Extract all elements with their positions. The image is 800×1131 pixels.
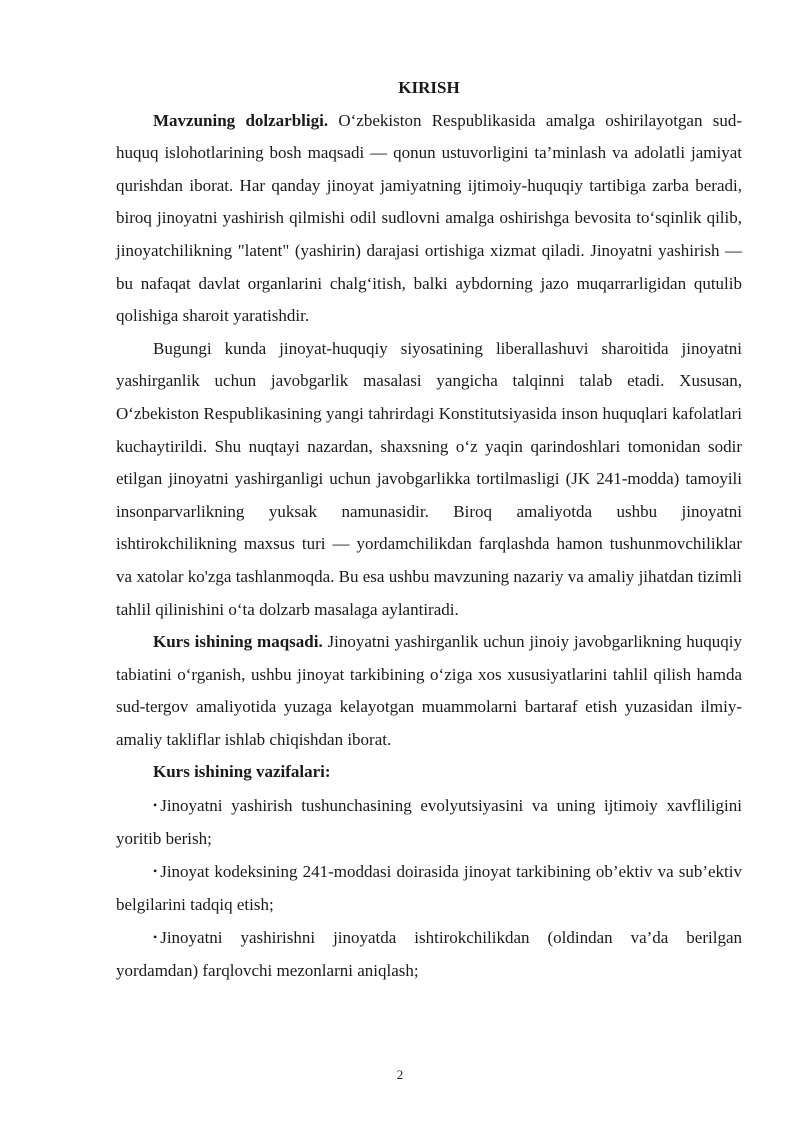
relevance-paragraph <box>116 105 742 333</box>
task-item <box>116 789 742 855</box>
tasks-title-paragraph <box>116 756 742 789</box>
tasks-title: Kurs ishining vazifalari: <box>153 762 331 782</box>
purpose-text: Jinoyatni yashirganlik uchun jinoiy javobgarlikning huquqiy tabiatini o‘rganish, ushbu jinoyat tarkibining o‘ziga xos xususiyatlarini tahlil qilish hamda sud-tergov amaliyotida yuzaga kelayotgan muammolarni bartaraf etish yuzasidan ilmiy-amaliy takliflar ishlab chiqishdan iborat. <box>116 632 742 749</box>
relevance-text: O‘zbekiston Respublikasida amalga oshirilayotgan sud-huquq islohotlarining bosh maqsadi — qonun ustuvorligini ta’minlash va adolatli jamiyat qurishdan iborat. Har qanday jinoyat jamiyatning ijtimoiy-huquqiy tartibiga zarba beradi, biroq jinoyatni yashirish qilmishi odil sudlovni amalga oshirishga bevosita to‘sqinlik qilib, jinoyatchilikning "latent" (yashirin) darajasi ortishiga xizmat qiladi. Jinoyatni yashirish — bu nafaqat davlat organlarini chalg‘itish, balki aybdorning jazo muqarrarligidan qutulib qolishiga sharoit yaratishdir. <box>116 110 742 326</box>
purpose-paragraph <box>116 626 742 756</box>
task-item <box>116 921 742 987</box>
task-item-text: Jinoyatni yashirish tushunchasining evolyutsiyasini va uning ijtimoiy xavfliligini yoritib berish; <box>116 796 742 848</box>
task-item-text: Jinoyatni yashirishni jinoyatda ishtirokchilikdan (oldindan va’da berilgan yordamdan) farqlovchi mezonlarni aniqlash; <box>116 928 742 981</box>
relevance-title: Mavzuning dolzarbligi. <box>153 110 329 130</box>
bullet-icon: • <box>153 930 158 945</box>
bullet-icon: • <box>153 864 158 879</box>
task-item-text: Jinoyat kodeksining 241-moddasi doirasida jinoyat tarkibining ob’ektiv va sub’ektiv belgilarini tadqiq etish; <box>116 862 742 914</box>
bullet-icon: • <box>153 798 158 813</box>
purpose-title: Kurs ishining maqsadi. <box>153 632 323 652</box>
task-item <box>116 855 742 921</box>
context-paragraph: Bugungi kunda jinoyat-huquqiy siyosatining liberallashuvi sharoitida jinoyatni yashirganlik uchun javobgarlik masalasi yangicha talqinni talab etadi. Xususan, O‘zbekiston Respublikasining yangi tahrirdagi Konstitutsiyasida inson huquqlari kafolatlari kuchaytirildi. Shu nuqtayi nazardan, shaxsning o‘z yaqin qarindoshlari tomonidan sodir etilgan jinoyatni yashirganligi uchun javobgarlikka tortilmasligi (JK 241-modda) tamoyili insonparvarlikning yuksak namunasidir. Biroq amaliyotda ushbu jinoyatni ishtirokchilikning maxsus turi — yordamchilikdan farqlashda hamon tushunmovchiliklar va xatolar ko'zga tashlanmoqda. Bu esa ushbu mavzuning nazariy va amaliy jihatdan tizimli tahlil qilinishini o‘ta dolzarb masalaga aylantiradi. <box>116 338 742 619</box>
page-number: 2 <box>396 1067 404 1082</box>
page-content <box>116 72 742 988</box>
page-heading: KIRISH <box>398 78 460 97</box>
